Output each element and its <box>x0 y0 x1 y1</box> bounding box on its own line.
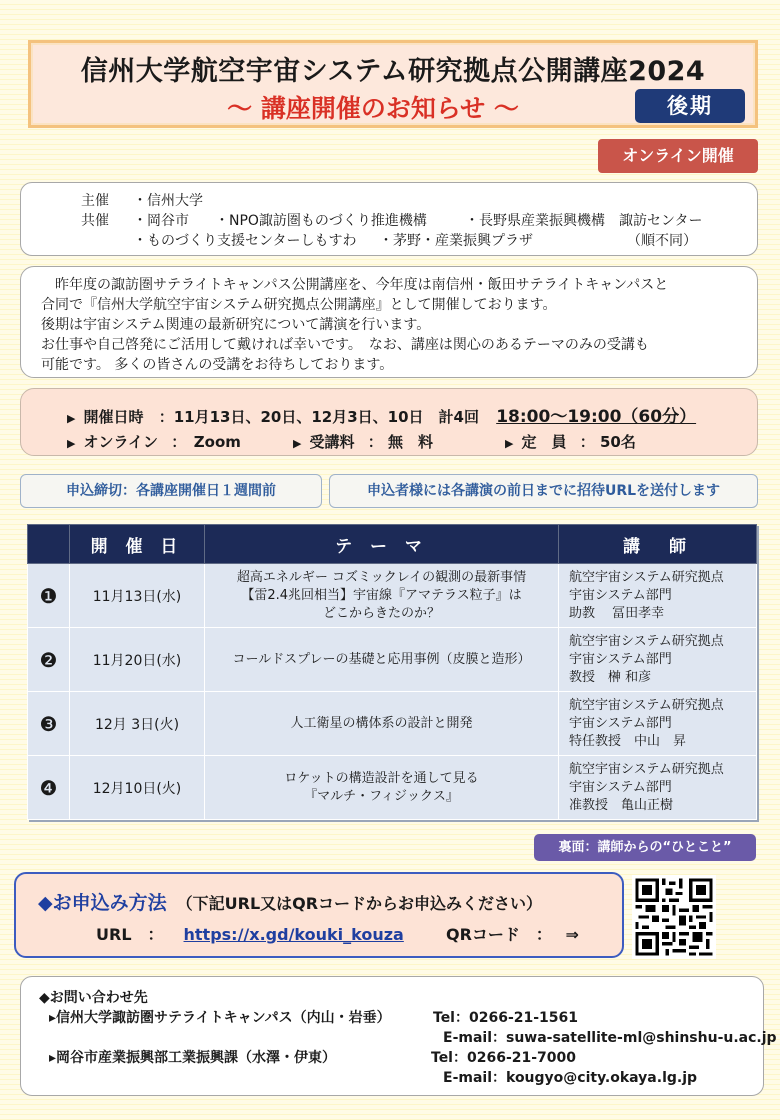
row-theme <box>205 564 559 628</box>
online-badge: オンライン開催 <box>598 139 758 173</box>
cohost-item: ・NPO諏訪圏ものづくり推進機構 <box>215 213 427 229</box>
online-value: ： Zoom <box>171 433 241 451</box>
intro-line: 可能です。 多くの皆さんの受講をお待ちしております。 <box>41 357 394 373</box>
url-label: URL ： <box>96 925 164 944</box>
intro-box <box>20 266 758 378</box>
lecturer-line: 准教授 亀山正樹 <box>569 797 674 813</box>
row-number: ❸ <box>28 692 70 756</box>
row-theme <box>205 628 559 692</box>
fee-value: ： 無 料 <box>367 433 433 451</box>
contact-box <box>20 976 777 1096</box>
row-theme <box>205 692 559 756</box>
host-label: 主催 <box>81 193 109 209</box>
contact-org: ▸信州大学諏訪圏サテライトキャンパス（内山・岩垂） <box>49 1010 391 1026</box>
row-date: 12月 3日(火) <box>70 692 205 756</box>
contact-email[interactable]: E-mail：suwa-satellite-ml@shinshu-u.ac.jp <box>443 1030 777 1046</box>
theme-line: 『マルチ・フィジックス』 <box>304 788 459 804</box>
capacity-label: 定 員 <box>521 433 567 451</box>
triangle-icon: ▶ <box>67 437 76 450</box>
capacity-row <box>505 431 636 452</box>
term-badge: 後期 <box>635 89 745 123</box>
deadline-note: 申込締切：各講座開催日１週間前 <box>20 474 322 508</box>
row-lecturer <box>559 756 757 820</box>
lecturer-line: 航空宇宙システム研究拠点 <box>569 761 724 777</box>
row-date: 12月10日(火) <box>70 756 205 820</box>
fee-label: 受講料 <box>309 433 355 451</box>
table-row <box>28 564 757 628</box>
row-number: ❷ <box>28 628 70 692</box>
table-header: 開 催 日 <box>70 525 205 564</box>
lecturer-line: 航空宇宙システム研究拠点 <box>569 697 724 713</box>
cohost-label: 共催 <box>81 213 109 229</box>
intro-line: 後期は宇宙システム関連の最新研究について講演を行います。 <box>41 317 431 333</box>
table-row <box>28 628 757 692</box>
row-date: 11月13日(水) <box>70 564 205 628</box>
theme-line: コールドスプレーの基礎と応用事例（皮膜と造形） <box>232 651 531 667</box>
row-lecturer <box>559 564 757 628</box>
triangle-icon: ▶ <box>293 437 302 450</box>
capacity-value: ： 50名 <box>579 433 636 451</box>
contact-title: ◆お問い合わせ先 <box>39 990 148 1006</box>
theme-line: ロケットの構造設計を通して見る <box>284 770 479 786</box>
cohost-item: ・岡谷市 <box>133 213 189 229</box>
lecture-table <box>27 524 757 820</box>
lecturer-line: 宇宙システム部門 <box>569 587 672 603</box>
application-title: ◆お申込み方法 <box>38 892 167 914</box>
url-row <box>96 922 404 945</box>
cohost-item: ・長野県産業振興機構 諏訪センター <box>465 213 703 229</box>
triangle-icon: ▶ <box>67 412 76 425</box>
page-subtitle: ～ 講座開催のお知らせ ～ <box>227 94 519 123</box>
contact-org: ▸岡谷市産業振興部工業振興課（水澤・伊東） <box>49 1050 337 1066</box>
lecturer-line: 航空宇宙システム研究拠点 <box>569 569 724 585</box>
lecturer-line: 特任教授 中山 昇 <box>569 733 687 749</box>
row-lecturer <box>559 692 757 756</box>
order-note: （順不同） <box>627 233 697 249</box>
contact-tel: Tel：0266-21-1561 <box>433 1010 579 1026</box>
lecturer-line: 助教 冨田孝幸 <box>569 605 665 621</box>
lecturer-line: 教授 榊 和彦 <box>569 669 652 685</box>
host-name: ・信州大学 <box>133 193 203 209</box>
lecturer-line: 宇宙システム部門 <box>569 779 672 795</box>
theme-line: 【雷2.4兆回相当】宇宙線『アマテラス粒子』は <box>241 587 522 603</box>
date-value: ：11月13日、20日、12月3日、10日 計4回 <box>158 408 479 426</box>
contact-tel: Tel：0266-21-7000 <box>431 1050 577 1066</box>
invite-note: 申込者様には各講演の前日までに招待URLを送付します <box>329 474 758 508</box>
contact-email[interactable]: E-mail：kougyo@city.okaya.lg.jp <box>443 1070 698 1086</box>
qr-label: QRコード ： ⇒ <box>446 925 579 944</box>
cohost-item: ・ものづくり支援センターしもすわ <box>133 233 357 249</box>
application-note: （下記URL又はQRコードからお申込みください） <box>176 894 543 913</box>
theme-line: どこからきたのか？ <box>322 605 440 621</box>
back-side-note: 裏面：講師からの“ひとこと” <box>534 834 756 861</box>
application-url-link[interactable]: https://x.gd/kouki_kouza <box>183 925 404 944</box>
lecturer-line: 航空宇宙システム研究拠点 <box>569 633 724 649</box>
application-title-row <box>38 888 542 915</box>
row-lecturer <box>559 628 757 692</box>
schedule-box <box>20 388 758 456</box>
page-title: 信州大学航空宇宙システム研究拠点公開講座2024 <box>80 56 706 87</box>
table-header: テ ー マ <box>205 525 559 564</box>
intro-line: 合同で『信州大学航空宇宙システム研究拠点公開講座』として開催しております。 <box>41 297 557 313</box>
qr-code-icon[interactable] <box>632 875 716 959</box>
schedule-date-row <box>67 402 696 427</box>
cohost-item: ・茅野・産業振興プラザ <box>379 233 533 249</box>
organizers-box <box>20 182 758 256</box>
table-row <box>28 756 757 820</box>
table-header-row <box>28 525 757 564</box>
application-box <box>14 872 624 958</box>
row-theme <box>205 756 559 820</box>
theme-line: 人工衛星の構体系の設計と開発 <box>290 715 473 731</box>
table-header: 講 師 <box>559 525 757 564</box>
row-number: ❹ <box>28 756 70 820</box>
title-banner <box>28 40 758 128</box>
lecturer-line: 宇宙システム部門 <box>569 715 672 731</box>
online-label: オンライン <box>83 433 159 451</box>
row-number: ❶ <box>28 564 70 628</box>
time-value: 18:00～19:00（60分） <box>496 407 697 427</box>
fee-row <box>293 431 433 452</box>
theme-line: 超高エネルギー コズミックレイの観測の最新事情 <box>236 569 527 585</box>
schedule-info-row <box>67 431 241 452</box>
intro-line: お仕事や自己啓発にご活用して戴ければ幸いです。 なお、講座は関心のあるテーマのみの受講も <box>41 337 649 353</box>
table-row <box>28 692 757 756</box>
table-header <box>28 525 70 564</box>
row-date: 11月20日(水) <box>70 628 205 692</box>
date-label: 開催日時 <box>83 408 144 426</box>
triangle-icon: ▶ <box>505 437 514 450</box>
intro-line: 昨年度の諏訪圏サテライトキャンパス公開講座を、今年度は南信州・飯田サテライトキャンパスと <box>41 277 669 293</box>
lecturer-line: 宇宙システム部門 <box>569 651 672 667</box>
